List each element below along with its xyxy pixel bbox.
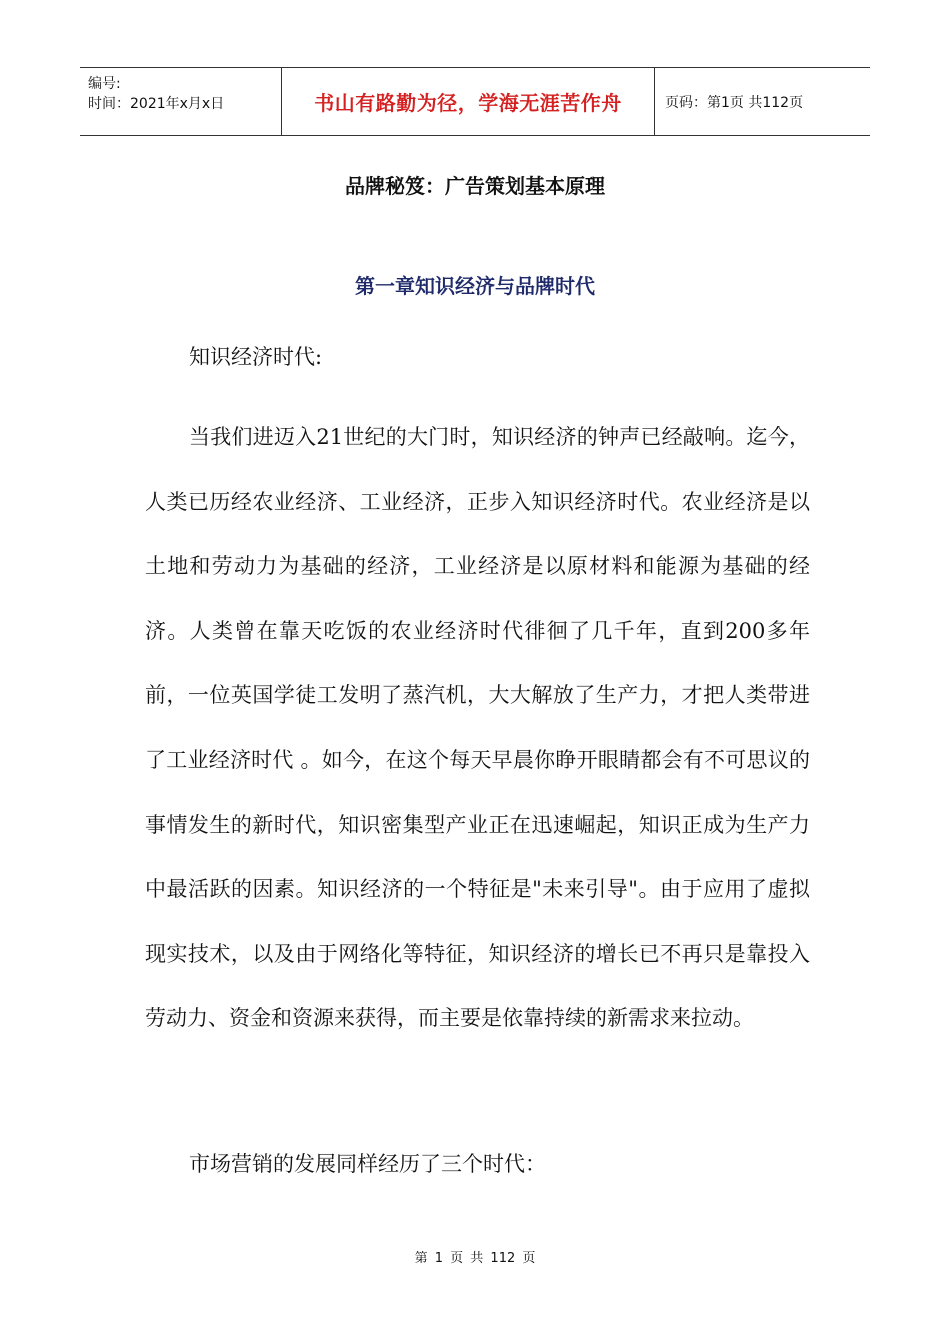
page-header [80, 67, 870, 136]
paragraph-knowledge-economy: 当我们进迈入21世纪的大门时，知识经济的钟声已经敲响。迄今，人类已历经农业经济、工业经济，正步入知识经济时代。农业经济是以土地和劳动力为基础的经济，工业经济是以原材料和能源为基础的经济。人类曾在靠天吃饭的农业经济时代徘徊了几千年，直到200多年前，一位英国学徒工发明了蒸汽机，大大解放了生产力，才把人类带进了工业经济时代 。如今，在这个每天早晨你睁开眼睛都会有不可思议的事情发生的新时代，知识密集型产业正在迅速崛起，知识正成为生产力中最活跃的因素。知识经济的一个特征是"未来引导"。由于应用了虚拟现实技术，以及由于网络化等特征，知识经济的增长已不再只是靠投入劳动力、资金和资源来获得，而主要是依靠持续的新需求来拉动。 [145, 425, 810, 1031]
time-label: 时间：2021年x月x日 [88, 96, 225, 112]
header-page-label: 页码：第1页 共112页 [665, 94, 804, 111]
number-label: 编号: [88, 76, 121, 92]
paragraph-marketing-eras: 市场营销的发展同样经历了三个时代： [189, 1152, 546, 1176]
section-heading: 知识经济时代: [189, 345, 323, 369]
page-footer: 第 1 页 共 112 页 [414, 1251, 536, 1266]
header-meta [80, 68, 281, 135]
document-title: 品牌秘笈：广告策划基本原理 [345, 174, 605, 198]
header-motto: 书山有路勤为径，学海无涯苦作舟 [281, 68, 655, 135]
chapter-title: 第一章知识经济与品牌时代 [355, 274, 595, 298]
